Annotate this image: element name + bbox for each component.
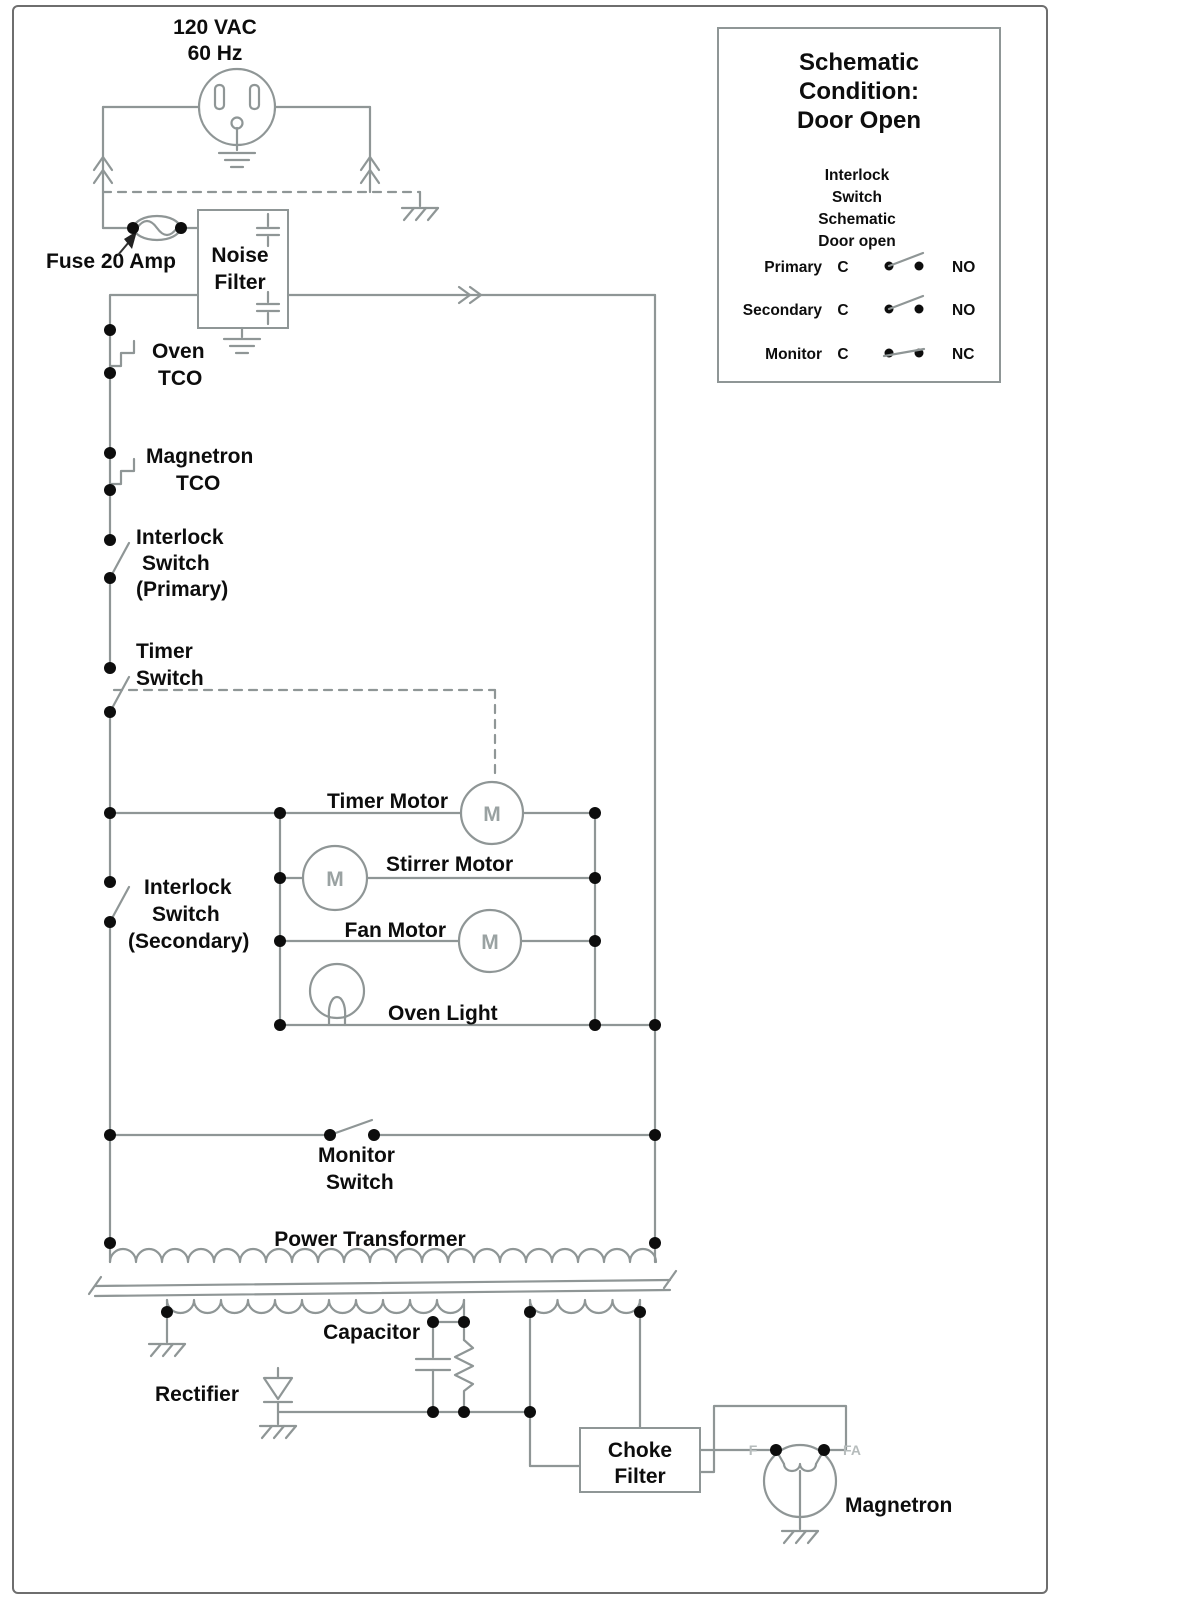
legend-title-line2: Condition: <box>799 78 919 105</box>
oven-light-label: Oven Light <box>388 1002 498 1025</box>
choke-filter-label-line2: Filter <box>614 1465 666 1488</box>
legend-row-name: Secondary <box>742 302 822 319</box>
timer-motor-label: Timer Motor <box>327 790 448 813</box>
legend-title-line1: Schematic <box>798 49 920 76</box>
noise-filter-label-line1: Noise <box>211 244 269 267</box>
legend-subtitle-line1: Interlock <box>824 167 890 184</box>
monitor-switch-contact <box>330 1120 372 1135</box>
timer-motor <box>110 782 595 844</box>
legend <box>718 28 1000 382</box>
power-transformer-label: Power Transformer <box>274 1228 466 1251</box>
oven-tco-label-line1: Oven <box>152 340 205 363</box>
monitor-switch <box>110 1120 655 1194</box>
interlock-secondary-label-line2: Switch <box>152 903 220 926</box>
power-transformer <box>89 1228 676 1296</box>
noise-filter-label-line2: Filter <box>214 271 266 294</box>
magnetron-tco-label-line1: Magnetron <box>146 445 254 468</box>
legend-subtitle-line3: Schematic <box>818 211 896 228</box>
fuse-label: Fuse 20 Amp <box>46 250 176 273</box>
magnetron-tco-symbol <box>110 459 134 484</box>
monitor-switch-label-line1: Monitor <box>318 1144 395 1167</box>
noise-filter-ground-icon <box>224 339 260 353</box>
oven-tco-symbol <box>110 341 134 366</box>
legend-row-name: Monitor <box>765 346 822 363</box>
noise-filter-box <box>110 210 655 353</box>
junction-dots <box>104 222 830 1456</box>
legend-row-state: NC <box>952 346 975 363</box>
timer-switch-label-line2: Switch <box>136 667 204 690</box>
source-label-line2: 60 Hz <box>187 42 243 65</box>
stirrer-motor-label: Stirrer Motor <box>386 853 514 876</box>
legend-row-common: C <box>837 302 849 319</box>
plug-ground-icon <box>219 153 255 167</box>
rectifier <box>155 1368 296 1438</box>
oven-tco-label-line2: TCO <box>158 367 203 390</box>
legend-row-name: Primary <box>764 259 822 276</box>
timer-switch <box>110 640 495 780</box>
choke-filter-label-line1: Choke <box>607 1439 673 1462</box>
rectifier-label: Rectifier <box>155 1383 240 1406</box>
magnetron-tco-label-line2: TCO <box>176 472 221 495</box>
core-line <box>95 1290 670 1296</box>
interlock-secondary-label-line1: Interlock <box>144 876 232 899</box>
oven-light-filament <box>329 997 345 1018</box>
hv-winding <box>167 1300 464 1313</box>
stirrer-motor <box>280 846 595 910</box>
capacitor-label: Capacitor <box>323 1321 420 1344</box>
hv-ground-icon <box>149 1344 185 1356</box>
magnetron-tco <box>110 445 253 495</box>
legend-subtitle-line2: Switch <box>832 189 882 206</box>
magnetron-label: Magnetron <box>845 1494 953 1517</box>
choke-filter-box <box>580 1406 846 1492</box>
fan-motor-letter: M <box>481 931 499 954</box>
fuse-20-amp <box>46 216 198 273</box>
rectifier-ground-icon <box>260 1426 296 1438</box>
legend-row-common: C <box>837 346 849 363</box>
terminal-f-label: F <box>748 1442 758 1458</box>
monitor-switch-label-line2: Switch <box>326 1171 394 1194</box>
magnetron <box>749 1442 953 1543</box>
legend-row-state: NO <box>952 259 976 276</box>
fan-motor-label: Fan Motor <box>344 919 446 942</box>
legend-title-line3: Door Open <box>797 107 921 134</box>
mains-plug <box>94 16 438 228</box>
oven-tco <box>110 340 205 390</box>
legend-row-common: C <box>837 259 849 276</box>
oven-light <box>280 964 655 1025</box>
magnetron-ground-icon <box>782 1531 818 1543</box>
plug-ground-pin <box>232 118 243 129</box>
cabinet-ground-icon <box>402 208 438 220</box>
terminal-fa-label: FA <box>843 1442 861 1458</box>
oven-light-symbol <box>310 964 364 1018</box>
legend-subtitle-line4: Door open <box>818 233 896 250</box>
legend-row-state: NO <box>952 302 976 319</box>
source-label-line1: 120 VAC <box>173 16 257 39</box>
core-line <box>95 1280 670 1286</box>
interlock-primary-label-line2: Switch <box>142 552 210 575</box>
plug-slot-right <box>250 85 259 109</box>
fan-motor <box>280 910 595 972</box>
timer-switch-label-line1: Timer <box>136 640 193 663</box>
interlock-switch-primary <box>110 526 228 601</box>
interlock-secondary-label-line3: (Secondary) <box>128 930 250 953</box>
interlock-primary-label-line1: Interlock <box>136 526 224 549</box>
interlock-primary-label-line3: (Primary) <box>136 578 229 601</box>
interlock-switch-secondary <box>110 876 249 953</box>
stirrer-motor-letter: M <box>326 868 344 891</box>
diode-symbol <box>264 1378 292 1399</box>
plug-slot-left <box>215 85 224 109</box>
filament-coil <box>530 1300 640 1313</box>
timer-motor-letter: M <box>483 803 501 826</box>
bleeder-resistor <box>455 1340 473 1412</box>
